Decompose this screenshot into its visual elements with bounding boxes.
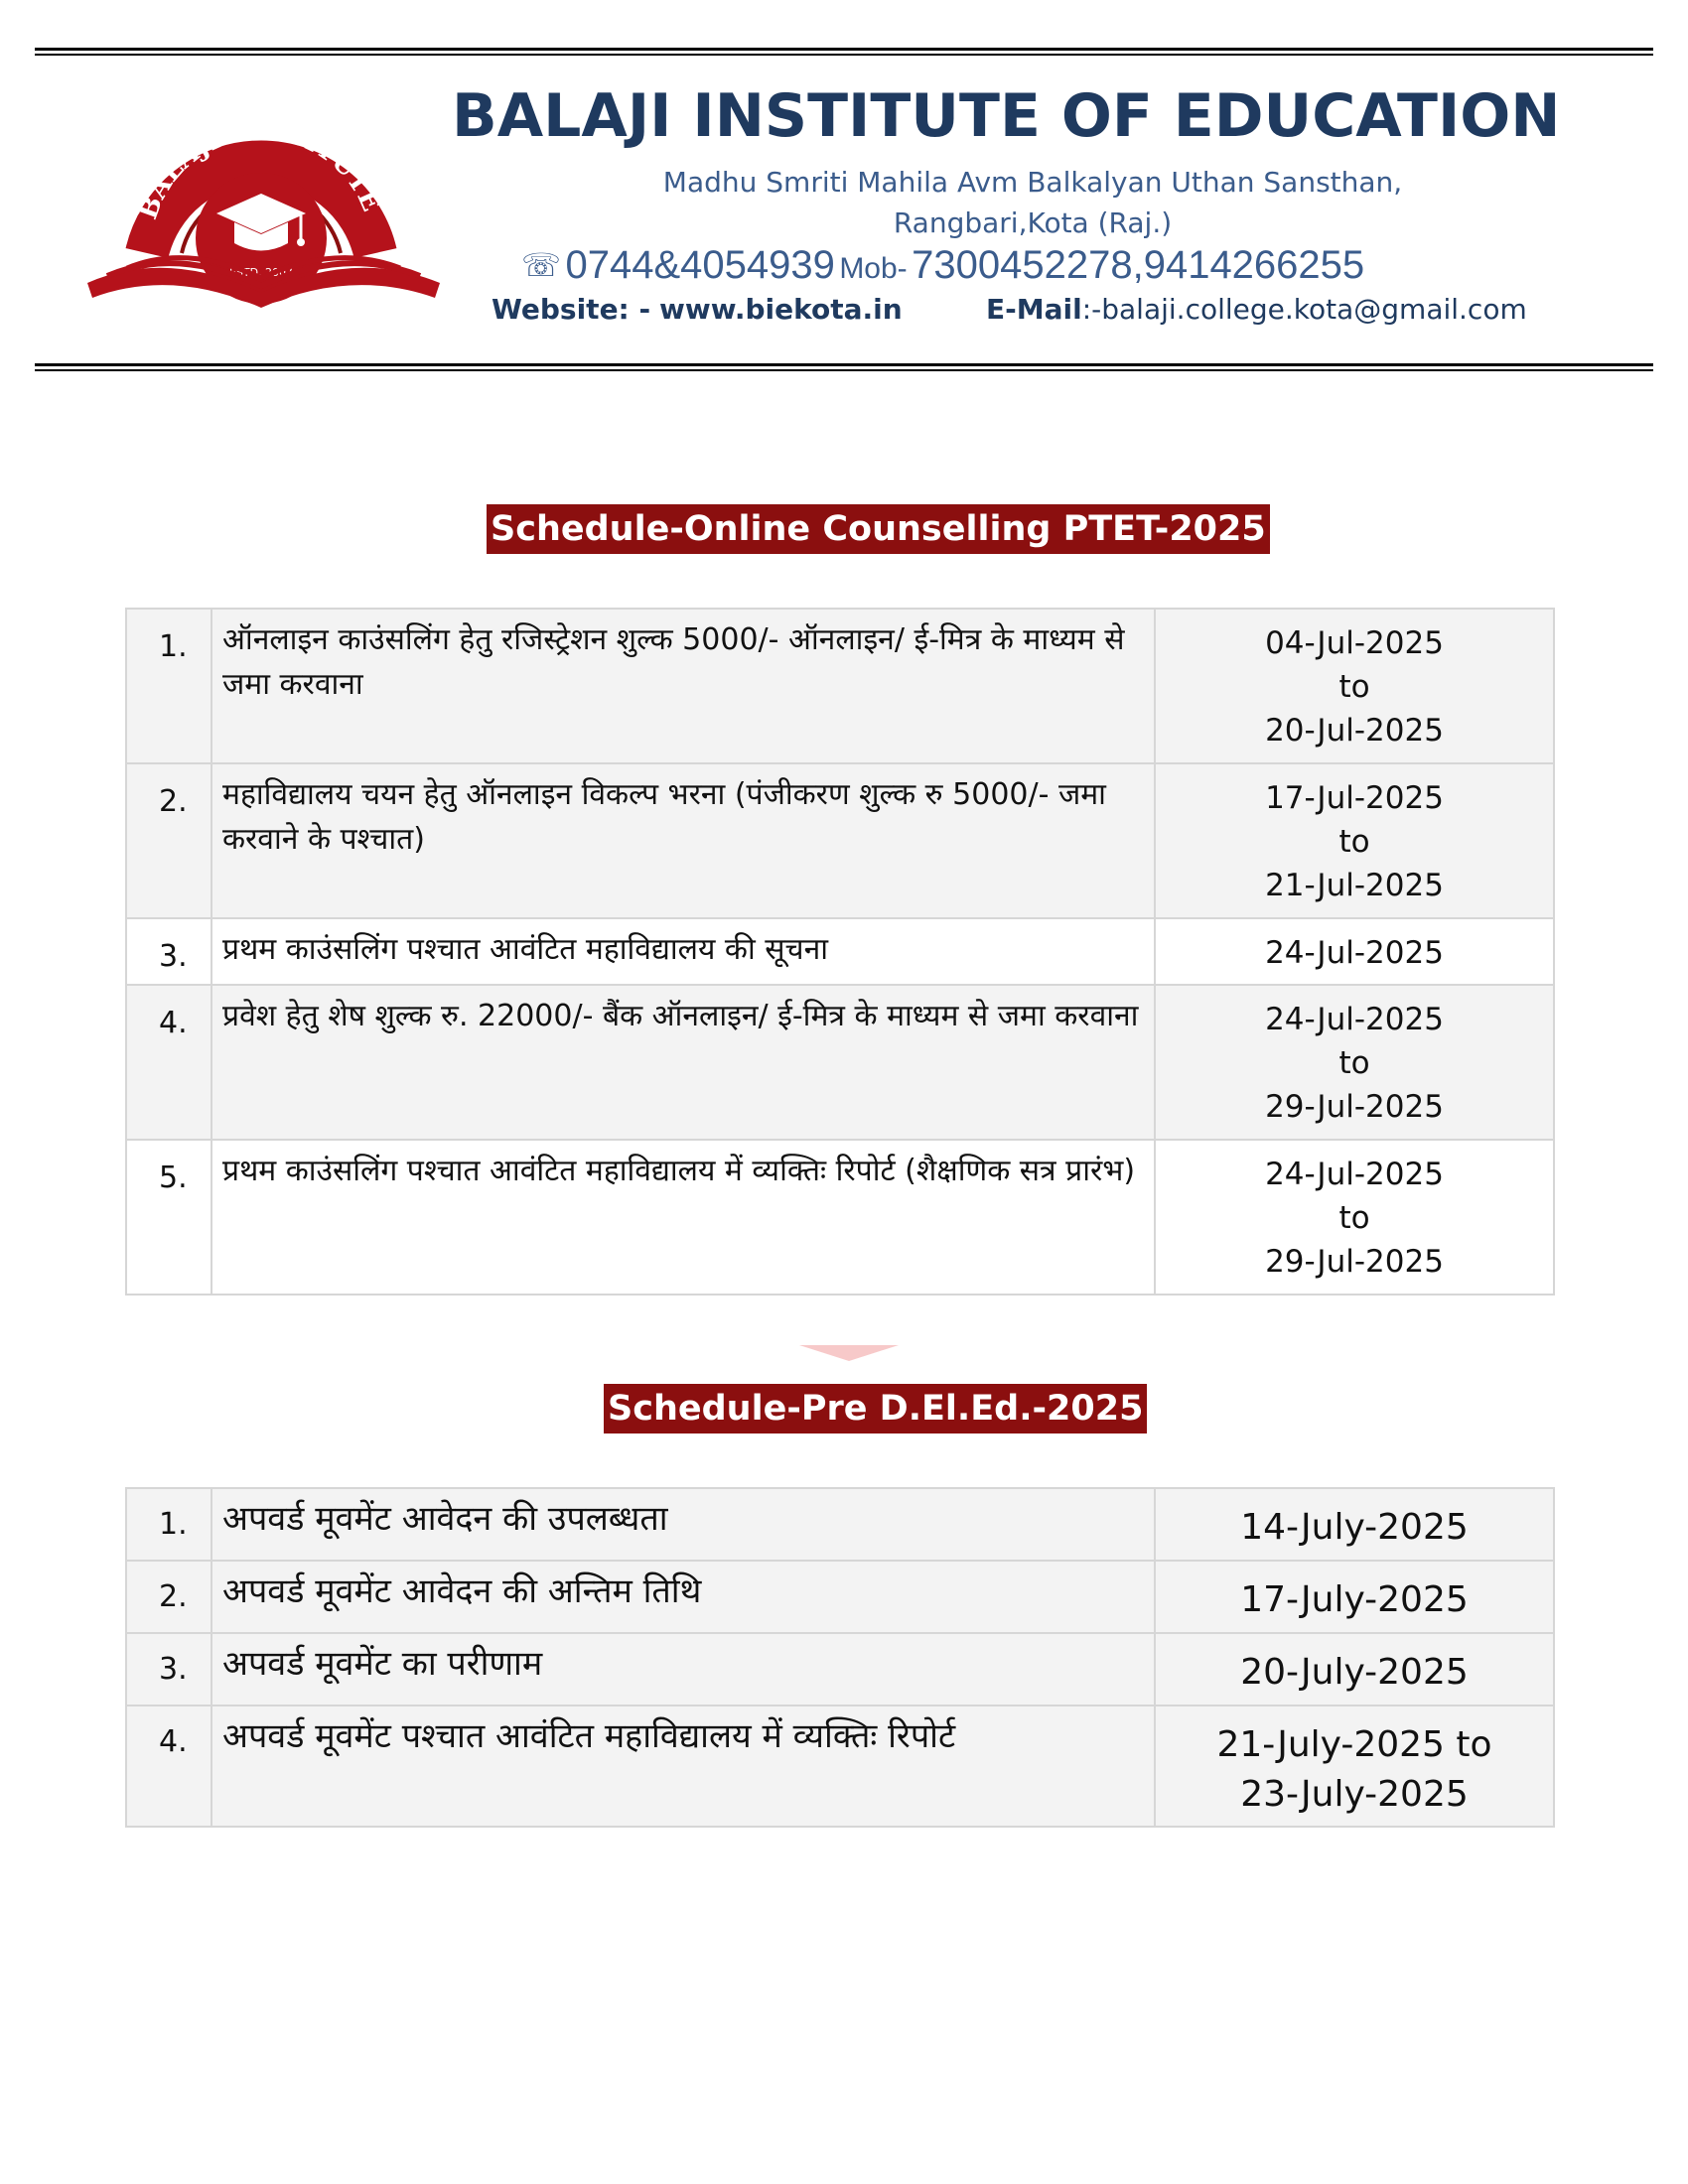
website-label: Website: - bbox=[492, 293, 651, 326]
row-date: 21-July-2025 to 23-July-2025 bbox=[1155, 1706, 1554, 1827]
table-row bbox=[126, 1561, 1554, 1633]
table-row bbox=[126, 1140, 1554, 1295]
ptet-schedule-table bbox=[125, 608, 1555, 1296]
logo-graphic bbox=[77, 99, 450, 308]
table-row bbox=[126, 1706, 1554, 1827]
header-rule-1 bbox=[35, 363, 1653, 366]
table-row bbox=[126, 763, 1554, 918]
phone-icon: ☏ bbox=[521, 247, 562, 283]
website-link[interactable]: www.biekota.in bbox=[659, 293, 903, 326]
email-label: E-Mail bbox=[986, 293, 1082, 326]
row-number: 1. bbox=[126, 609, 211, 763]
row-date: 04-Jul-2025 to 20-Jul-2025 bbox=[1155, 609, 1554, 763]
row-description: प्रथम काउंसलिंग पश्चात आवंटित महाविद्यालय की सूचना bbox=[211, 918, 1155, 985]
row-description: महाविद्यालय चयन हेतु ऑनलाइन विकल्प भरना (पंजीकरण शुल्क रु 5000/- जमा करवाने के पश्चात) bbox=[211, 763, 1155, 918]
table-row bbox=[126, 609, 1554, 763]
chevron-down-icon bbox=[799, 1345, 899, 1361]
row-description: अपवर्ड मूवमेंट आवेदन की अन्तिम तिथि bbox=[211, 1561, 1155, 1633]
row-description: प्रथम काउंसलिंग पश्चात आवंटित महाविद्यालय में व्यक्तिः रिपोर्ट (शैक्षणिक सत्र प्रारंभ) bbox=[211, 1140, 1155, 1295]
table-row bbox=[126, 1633, 1554, 1706]
row-number: 1. bbox=[126, 1488, 211, 1561]
row-number: 3. bbox=[126, 1633, 211, 1706]
deled-schedule-title: Schedule-Pre D.El.Ed.-2025 bbox=[604, 1384, 1147, 1433]
deled-schedule-table bbox=[125, 1487, 1555, 1828]
header-rule-2 bbox=[35, 369, 1653, 371]
row-description: प्रवेश हेतु शेष शुल्क रु. 22000/- बैंक ऑनलाइन/ ई-मित्र के माध्यम से जमा करवाना bbox=[211, 985, 1155, 1140]
row-description: अपवर्ड मूवमेंट का परीणाम bbox=[211, 1633, 1155, 1706]
table-row bbox=[126, 918, 1554, 985]
address-line-2: Rangbari,Kota (Raj.) bbox=[893, 206, 1173, 239]
top-rule-2 bbox=[35, 54, 1653, 56]
row-number: 5. bbox=[126, 1140, 211, 1295]
row-date: 24-Jul-2025 bbox=[1155, 918, 1554, 985]
row-date: 17-July-2025 bbox=[1155, 1561, 1554, 1633]
row-date: 20-July-2025 bbox=[1155, 1633, 1554, 1706]
email-link[interactable]: :-balaji.college.kota@gmail.com bbox=[1081, 293, 1527, 326]
row-description: अपवर्ड मूवमेंट आवेदन की उपलब्धता bbox=[211, 1488, 1155, 1561]
ptet-schedule-title: Schedule-Online Counselling PTET-2025 bbox=[487, 504, 1270, 554]
institute-logo bbox=[77, 99, 450, 308]
mobile-label: Mob- bbox=[839, 252, 908, 285]
phone-number: 0744&4054939 bbox=[565, 243, 835, 287]
row-date: 24-Jul-2025 to 29-Jul-2025 bbox=[1155, 985, 1554, 1140]
row-description: ऑनलाइन काउंसलिंग हेतु रजिस्ट्रेशन शुल्क 5000/- ऑनलाइन/ ई-मित्र के माध्यम से जमा करवाना bbox=[211, 609, 1155, 763]
table-row bbox=[126, 1488, 1554, 1561]
row-date: 14-July-2025 bbox=[1155, 1488, 1554, 1561]
logo-ring-text: BALAJI INSTITUTE bbox=[133, 115, 386, 223]
row-number: 2. bbox=[126, 1561, 211, 1633]
row-date: 24-Jul-2025 to 29-Jul-2025 bbox=[1155, 1140, 1554, 1295]
phone-line bbox=[521, 243, 1514, 288]
address-line-1: Madhu Smriti Mahila Avm Balkalyan Uthan Sansthan, bbox=[662, 166, 1403, 199]
row-number: 4. bbox=[126, 1706, 211, 1827]
logo-estd: ESTD. 2007 bbox=[228, 266, 294, 279]
institute-title: BALAJI INSTITUTE OF EDUCATION bbox=[452, 81, 1561, 151]
top-rule-1 bbox=[35, 48, 1653, 51]
email-line bbox=[986, 293, 1527, 326]
row-number: 4. bbox=[126, 985, 211, 1140]
website-line bbox=[492, 293, 903, 326]
mobile-numbers: 7300452278,9414266255 bbox=[912, 243, 1365, 287]
row-number: 2. bbox=[126, 763, 211, 918]
row-description: अपवर्ड मूवमेंट पश्चात आवंटित महाविद्यालय में व्यक्तिः रिपोर्ट bbox=[211, 1706, 1155, 1827]
table-row bbox=[126, 985, 1554, 1140]
row-date: 17-Jul-2025 to 21-Jul-2025 bbox=[1155, 763, 1554, 918]
row-number: 3. bbox=[126, 918, 211, 985]
